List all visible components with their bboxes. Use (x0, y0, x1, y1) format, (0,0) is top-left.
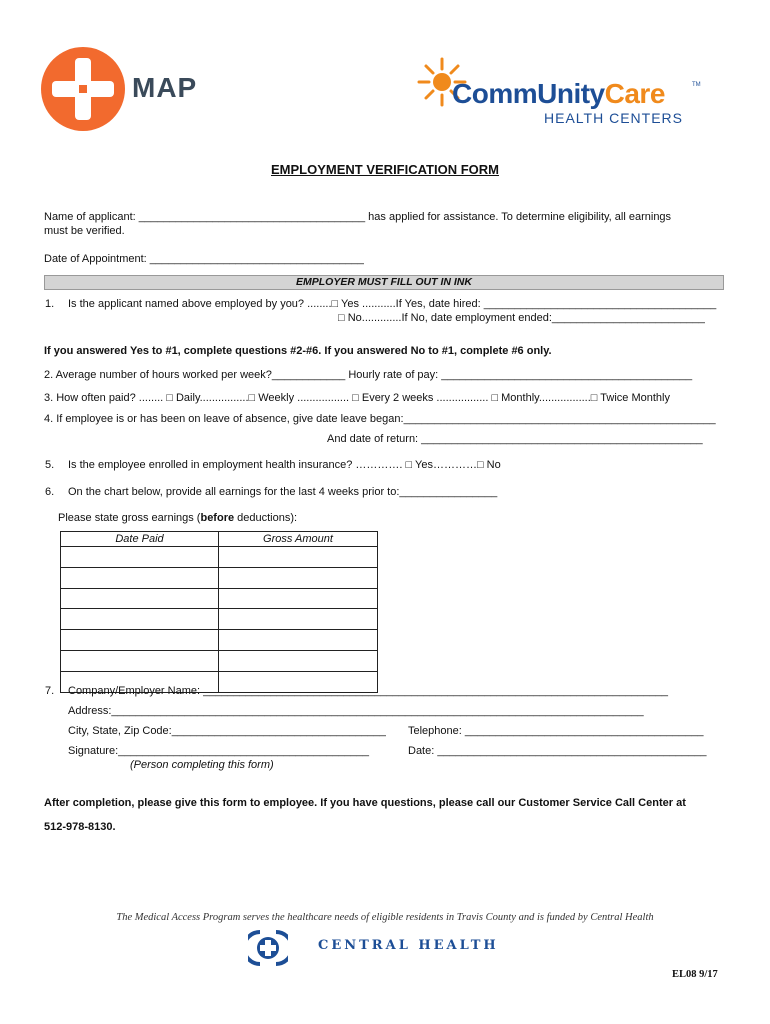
q1-no-option[interactable]: □ No.............If No, date employment ended:_________________________ (338, 312, 705, 324)
earnings-table (60, 531, 378, 693)
central-health-cross-icon (248, 928, 288, 968)
cuc-comm-text: CommUnity (452, 78, 605, 109)
communitycare-logo (416, 56, 716, 132)
gross-amount-cell[interactable] (219, 609, 378, 630)
date-paid-cell[interactable] (61, 650, 219, 671)
intro-line-2: must be verified. (44, 225, 125, 237)
map-wordmark: MAP (132, 72, 198, 103)
q3-how-often-paid[interactable]: 3. How often paid? ........ □ Daily................□ Weekly ................. □ Every 2 weeks ................. □ Monthly.................□ Twice Monthly (44, 392, 670, 404)
q2-hours-rate[interactable]: 2. Average number of hours worked per week?____________ Hourly rate of pay: _________________________________________ (44, 369, 693, 381)
date-paid-cell[interactable] (61, 547, 219, 568)
table-row (61, 650, 378, 671)
map-cross-hands-icon (40, 46, 126, 132)
gross-amount-cell[interactable] (219, 650, 378, 671)
health-centers-text: HEALTH CENTERS (544, 110, 683, 126)
date-of-appointment-field[interactable]: Date of Appointment: ___________________________________ (44, 253, 364, 265)
gross-earnings-label (58, 512, 297, 524)
date-field[interactable]: Date: ____________________________________________ (408, 745, 707, 757)
form-title: EMPLOYMENT VERIFICATION FORM (271, 162, 499, 177)
table-row (61, 547, 378, 568)
q7-number: 7. (45, 685, 55, 697)
trademark-mark: TM (692, 82, 701, 88)
date-paid-cell[interactable] (61, 630, 219, 651)
date-paid-cell[interactable] (61, 588, 219, 609)
gross-amount-cell[interactable] (219, 567, 378, 588)
table-row (61, 630, 378, 651)
gross-bold: before (200, 512, 235, 524)
q6-number: 6. (45, 486, 55, 498)
map-logo (40, 46, 220, 132)
person-completing-note: (Person completing this form) (130, 759, 274, 771)
date-paid-cell[interactable] (61, 567, 219, 588)
q6-earnings-prior-to[interactable]: On the chart below, provide all earnings for the last 4 weeks prior to:________________ (68, 486, 498, 498)
cuc-care-text: Care (604, 78, 665, 109)
footer-note: The Medical Access Program serves the healthcare needs of eligible residents in Travis County and is funded by Central Health (116, 912, 654, 923)
call-center-phone: 512-978-8130. (44, 821, 116, 833)
table-row (61, 609, 378, 630)
q4-date-of-return[interactable]: And date of return: ______________________________________________ (327, 433, 703, 445)
header-date-paid: Date Paid (61, 532, 219, 547)
gross-prefix: Please state gross earnings ( (58, 512, 201, 524)
gross-amount-cell[interactable] (219, 630, 378, 651)
signature-field[interactable]: Signature:_________________________________________ (68, 745, 369, 757)
q1-number: 1. (45, 298, 55, 310)
table-header-row (61, 532, 378, 547)
form-code: EL08 9/17 (672, 969, 718, 980)
central-health-logo (248, 928, 518, 968)
q4-leave-began[interactable]: 4. If employee is or has been on leave of absence, give date leave began:___________________________________________________ (44, 413, 716, 425)
employer-ink-banner: EMPLOYER MUST FILL OUT IN INK (44, 275, 724, 290)
instruction-text: If you answered Yes to #1, complete questions #2-#6. If you answered No to #1, complete #6 only. (44, 345, 552, 357)
table-row (61, 567, 378, 588)
gross-amount-cell[interactable] (219, 588, 378, 609)
city-state-zip-field[interactable]: City, State, Zip Code:___________________________________ (68, 725, 386, 737)
telephone-field[interactable]: Telephone: _______________________________________ (408, 725, 704, 737)
q1-employed-question[interactable]: Is the applicant named above employed by you? ........□ Yes ...........If Yes, date hired: ______________________________________ (68, 298, 717, 310)
table-row (61, 588, 378, 609)
gross-amount-cell[interactable] (219, 547, 378, 568)
q5-number: 5. (45, 459, 55, 471)
central-health-wordmark: CENTRAL HEALTH (318, 938, 499, 953)
header-gross-amount: Gross Amount (219, 532, 378, 547)
company-name-field[interactable]: Company/Employer Name: ____________________________________________________________________________ (68, 685, 669, 697)
after-completion-text: After completion, please give this form to employee. If you have questions, please call our Customer Service Call Center at (44, 797, 686, 809)
address-field[interactable]: Address:_______________________________________________________________________________________ (68, 705, 644, 717)
q5-health-insurance[interactable]: Is the employee enrolled in employment health insurance? …………. □ Yes…………□ No (68, 459, 501, 471)
date-paid-cell[interactable] (61, 609, 219, 630)
communitycare-wordmark (452, 78, 665, 110)
gross-suffix: deductions): (234, 512, 298, 524)
intro-line-1[interactable]: Name of applicant: _____________________________________ has applied for assistance. To determine eligibility, all earnings (44, 211, 672, 223)
